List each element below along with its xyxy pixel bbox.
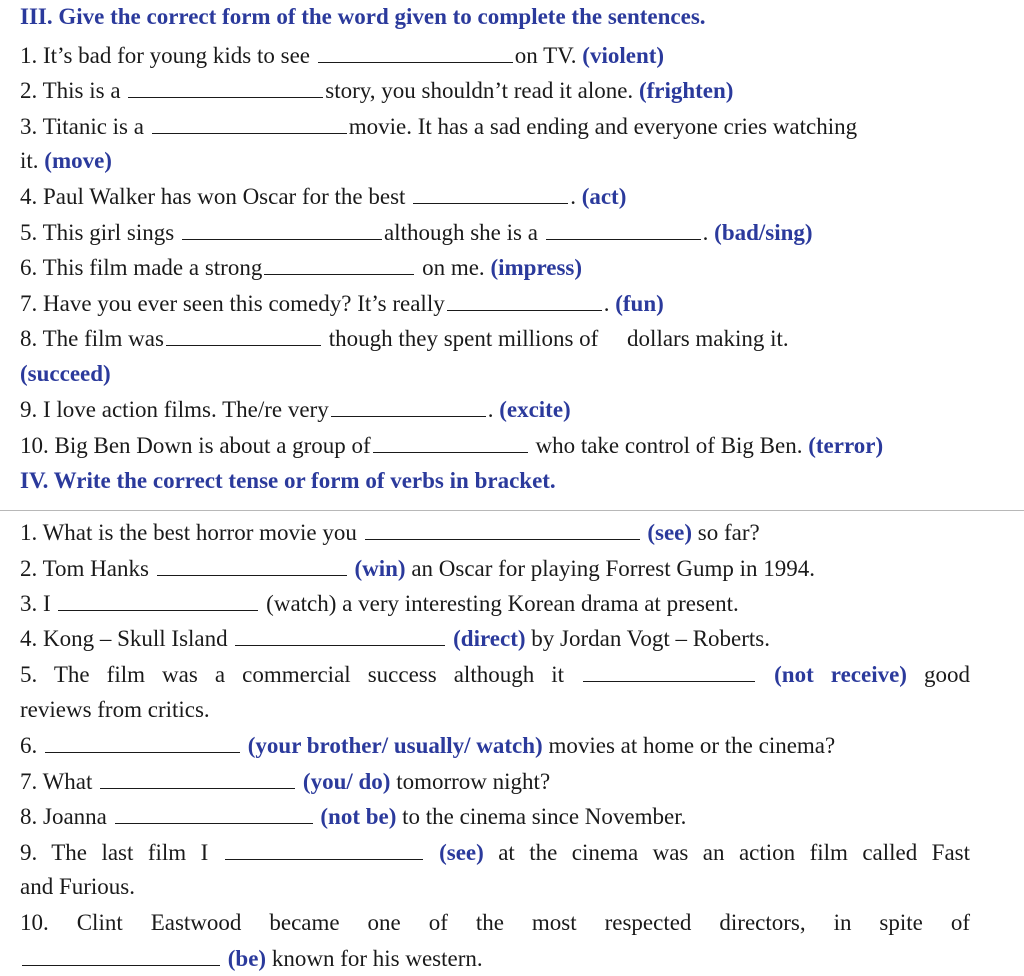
word-cue: (fun) — [615, 291, 664, 316]
s4-item-8: 8. Joanna (not be) to the cinema since November. — [20, 801, 686, 832]
s4-item-4: 4. Kong – Skull Island (direct) by Jordan Vogt – Roberts. — [20, 623, 770, 654]
answer-blank[interactable] — [331, 394, 486, 417]
word-cue: (move) — [44, 148, 112, 173]
section-3-heading: III. Give the correct form of the word given to complete the sentences. — [20, 4, 706, 29]
answer-blank[interactable] — [318, 40, 513, 63]
s3-item-4: 4. Paul Walker has won Oscar for the best . (act) — [20, 181, 626, 212]
s4-item-9: 9. The last film I (see) at the cinema was an action film called Fast — [20, 837, 970, 868]
s4-item-7: 7. What (you/ do) tomorrow night? — [20, 766, 550, 797]
s3-item-9: 9. I love action films. The/re very . (excite) — [20, 394, 571, 425]
answer-blank[interactable] — [182, 217, 382, 240]
section-divider — [0, 510, 1024, 511]
s3-item-8-cont — [20, 359, 111, 389]
word-cue: (excite) — [499, 397, 571, 422]
answer-blank[interactable] — [45, 730, 240, 753]
verb-cue: (see) — [647, 520, 693, 545]
word-cue: (act) — [581, 184, 627, 209]
word-cue: (frighten) — [638, 78, 734, 103]
s4-item-2: 2. Tom Hanks (win) an Oscar for playing Forrest Gump in 1994. — [20, 553, 815, 584]
s3-item-7: 7. Have you ever seen this comedy? It’s really . (fun) — [20, 288, 664, 319]
s4-item-5: 5. The film was a commercial success although it (not receive) good — [20, 659, 970, 690]
answer-blank[interactable] — [583, 659, 755, 682]
s3-item-8: 8. The film was though they spent millions of dollars making it. — [20, 323, 789, 354]
answer-blank[interactable] — [373, 430, 528, 453]
verb-cue: (be) — [227, 946, 267, 971]
s3-item-6: 6. This film made a strong on me. (impress) — [20, 252, 582, 283]
s4-item-1: 1. What is the best horror movie you (see) so far? — [20, 517, 760, 548]
s4-item-3: 3. I (watch) a very interesting Korean drama at present. — [20, 588, 739, 619]
answer-blank[interactable] — [413, 181, 568, 204]
word-cue: (violent) — [582, 43, 665, 68]
s3-item-5: 5. This girl sings although she is a . (bad/sing) — [20, 217, 813, 248]
answer-blank[interactable] — [264, 252, 414, 275]
s4-item-9-cont: and Furious. — [20, 874, 135, 899]
section-4-heading: IV. Write the correct tense or form of verbs in bracket. — [20, 468, 556, 493]
word-cue: (bad/sing) — [714, 220, 813, 245]
s3-item-3: 3. Titanic is a movie. It has a sad ending and everyone cries watching — [20, 111, 857, 142]
answer-blank[interactable] — [157, 553, 347, 576]
verb-cue: (see) — [439, 840, 484, 865]
verb-cue: (win) — [354, 556, 406, 581]
answer-blank[interactable] — [365, 517, 640, 540]
verb-cue: (direct) — [453, 626, 526, 651]
s4-item-5-cont: reviews from critics. — [20, 697, 210, 722]
verb-cue: (you/ do) — [302, 769, 391, 794]
s4-item-6: 6. (your brother/ usually/ watch) movies at home or the cinema? — [20, 730, 835, 761]
s4-item-10: 10. Clint Eastwood became one of the most respected directors, in spite of — [20, 910, 970, 935]
answer-blank[interactable] — [546, 217, 701, 240]
verb-cue: (not be) — [320, 804, 397, 829]
s4-item-10-cont: (be) known for his western. — [20, 943, 483, 974]
s3-item-10: 10. Big Ben Down is about a group of who take control of Big Ben. (terror) — [20, 430, 883, 461]
answer-blank[interactable] — [115, 801, 313, 824]
answer-blank[interactable] — [166, 323, 321, 346]
verb-cue: (not receive) — [774, 662, 907, 687]
answer-blank[interactable] — [100, 766, 295, 789]
answer-blank[interactable] — [58, 588, 258, 611]
s3-item-3-cont: it. (move) — [20, 148, 112, 173]
s3-item-1: 1. It’s bad for young kids to see on TV. (violent) — [20, 40, 664, 71]
word-cue: (terror) — [808, 433, 884, 458]
word-cue: (succeed) — [20, 361, 111, 386]
word-cue: (impress) — [490, 255, 582, 280]
answer-blank[interactable] — [22, 943, 220, 966]
answer-blank[interactable] — [225, 837, 423, 860]
answer-blank[interactable] — [152, 111, 347, 134]
answer-blank[interactable] — [128, 75, 323, 98]
answer-blank[interactable] — [235, 623, 445, 646]
verb-cue: (your brother/ usually/ watch) — [247, 733, 543, 758]
s3-item-2: 2. This is a story, you shouldn’t read it alone. (frighten) — [20, 75, 733, 106]
answer-blank[interactable] — [447, 288, 602, 311]
